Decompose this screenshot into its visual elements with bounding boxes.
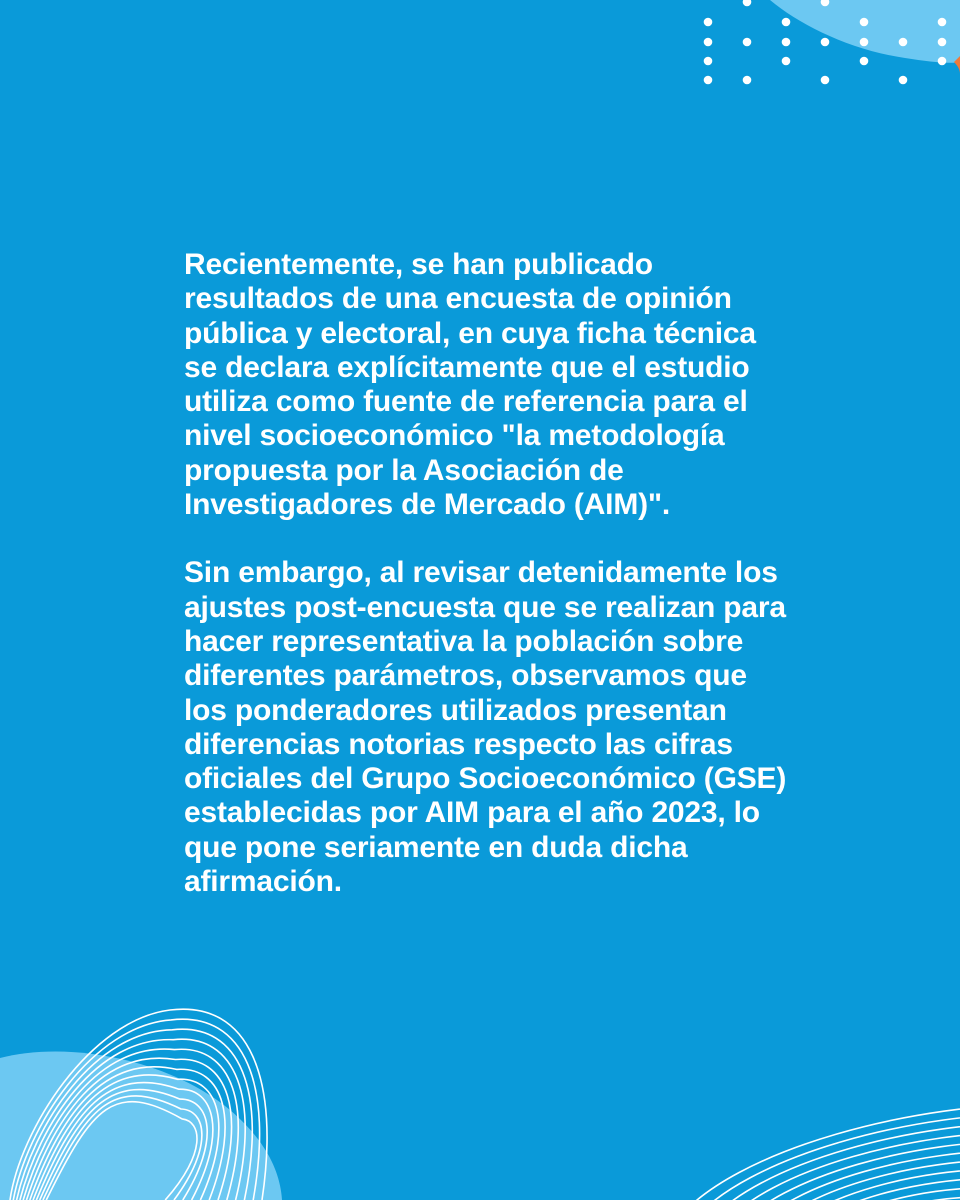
decor-dot [782,57,791,66]
decor-dot [821,38,830,47]
decor-dot [743,38,752,47]
decor-dot [938,57,947,66]
decor-dot [860,57,869,66]
decor-dot [860,38,869,47]
main-text [184,248,794,899]
paragraph-1: Recientemente, se han publicado resultados de una encuesta de opinión pública y electoral, en cuya ficha técnica se declara explícitamente que el estudio utiliza como fuente de referencia para el nivel socioeconómico "la metodología propuesta por la Asociación de Investigadores de Mercado (AIM)". [184,248,756,522]
decor-dot [821,76,830,85]
decor-dot [938,38,947,47]
decor-dot [704,18,713,27]
decor-dot [938,18,947,27]
decor-dot [743,76,752,85]
decor-dot [704,57,713,66]
decor-dot [899,38,908,47]
decor-dot [782,38,791,47]
decor-dot [704,38,713,47]
paragraph-2: Sin embargo, al revisar detenidamente los ajustes post-encuesta que se realizan para hacer representativa la población sobre diferentes parámetros, observamos que los ponderadores utilizados presentan diferencias notorias respecto las cifras oficiales del Grupo Socioeconómico (GSE) establecidas por AIM para el año 2023, lo que pone seriamente en duda dicha afirmación. [184,556,787,899]
decor-dot [782,18,791,27]
decor-dot [860,18,869,27]
decor-dot [704,76,713,85]
decor-dot [899,76,908,85]
